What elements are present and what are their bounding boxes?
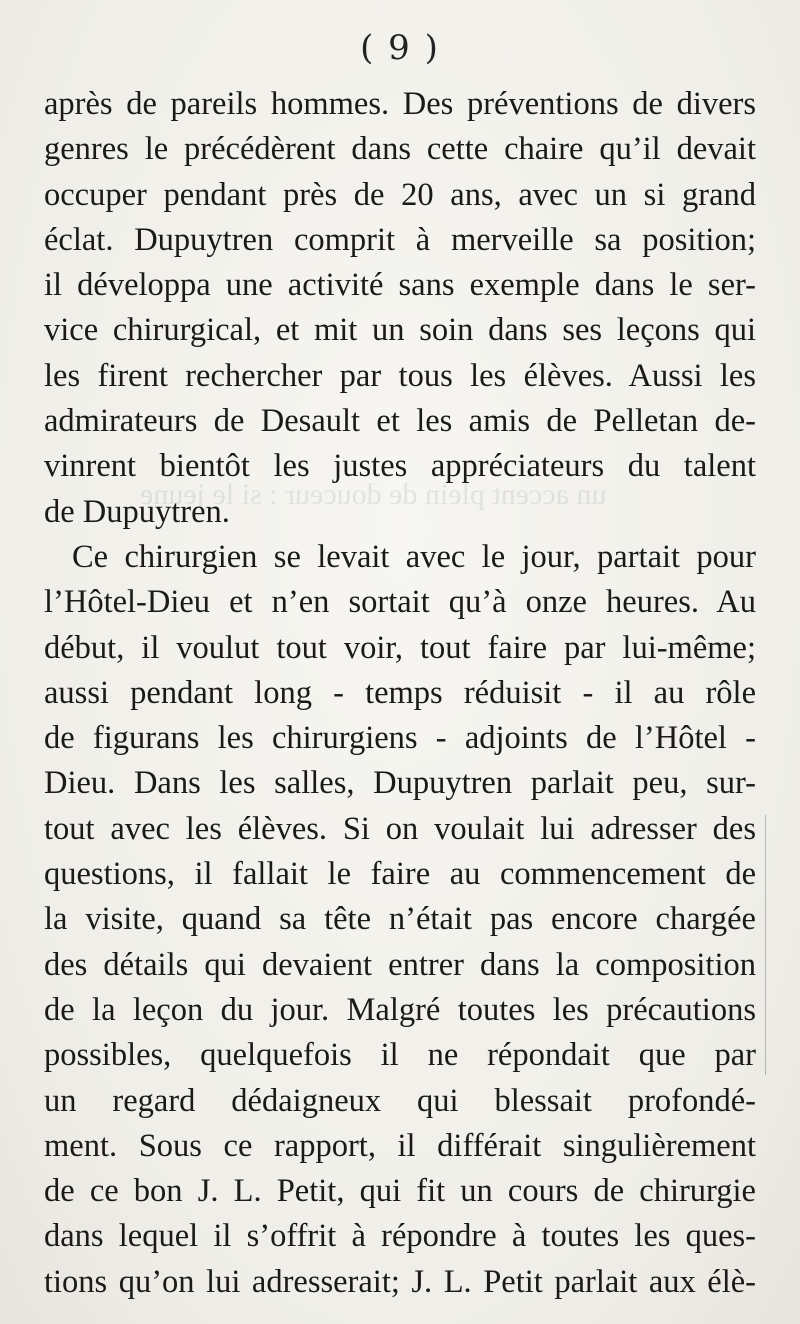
paragraph-start-line: Ce chirurgien se levait avec le jour, partait pour — [72, 538, 756, 575]
text-line: de figurans les chirurgiens - adjoints de l’Hôtel - — [44, 720, 756, 757]
text-line: la visite, quand sa tête n’était pas encore chargée — [44, 901, 756, 938]
margin-line — [765, 815, 768, 1075]
text-line: tions qu’on lui adresserait; J. L. Petit parlait aux élè- — [44, 1263, 756, 1300]
text-line: genres le précédèrent dans cette chaire qu’il devait — [44, 131, 756, 168]
text-line: un regard dédaigneux qui blessait profondé- — [44, 1082, 756, 1119]
page-number: ( 9 ) — [360, 28, 440, 68]
text-line: vice chirurgical, et mit un soin dans ses leçons qui — [44, 312, 756, 349]
text-line: admirateurs de Desault et les amis de Pelletan de- — [44, 403, 756, 440]
text-line: des détails qui devaient entrer dans la composition — [44, 946, 756, 983]
text-line: de la leçon du jour. Malgré toutes les précautions — [44, 991, 756, 1028]
text-line: Dieu. Dans les salles, Dupuytren parlait peu, sur- — [44, 765, 756, 802]
body-text — [44, 82, 756, 1305]
text-line: ment. Sous ce rapport, il différait singulièrement — [44, 1127, 756, 1164]
text-line: tout avec les élèves. Si on voulait lui adresser des — [44, 810, 756, 847]
text-line: les firent rechercher par tous les élèves. Aussi les — [44, 357, 756, 394]
text-line: vinrent bientôt les justes appréciateurs du talent — [44, 448, 756, 485]
paragraph-end-line: de Dupuytren. — [44, 493, 230, 530]
text-line: aussi pendant long - temps réduisit - il au rôle — [44, 674, 756, 711]
text-line: de ce bon J. L. Petit, qui fit un cours de chirurgie — [44, 1173, 756, 1210]
text-line: questions, il fallait le faire au commencement de — [44, 856, 756, 893]
text-line: l’Hôtel-Dieu et n’en sortait qu’à onze heures. Au — [44, 584, 756, 621]
text-line: éclat. Dupuytren comprit à merveille sa position; — [44, 221, 756, 258]
text-line: dans lequel il s’offrit à répondre à toutes les ques- — [44, 1218, 756, 1255]
text-line: il développa une activité sans exemple dans le ser- — [44, 267, 756, 304]
text-line: possibles, quelquefois il ne répondait que par — [44, 1037, 756, 1074]
text-line: début, il voulut tout voir, tout faire par lui-même; — [44, 629, 756, 666]
text-line: après de pareils hommes. Des préventions de divers — [44, 86, 756, 122]
text-line: occuper pendant près de 20 ans, avec un si grand — [44, 176, 756, 213]
